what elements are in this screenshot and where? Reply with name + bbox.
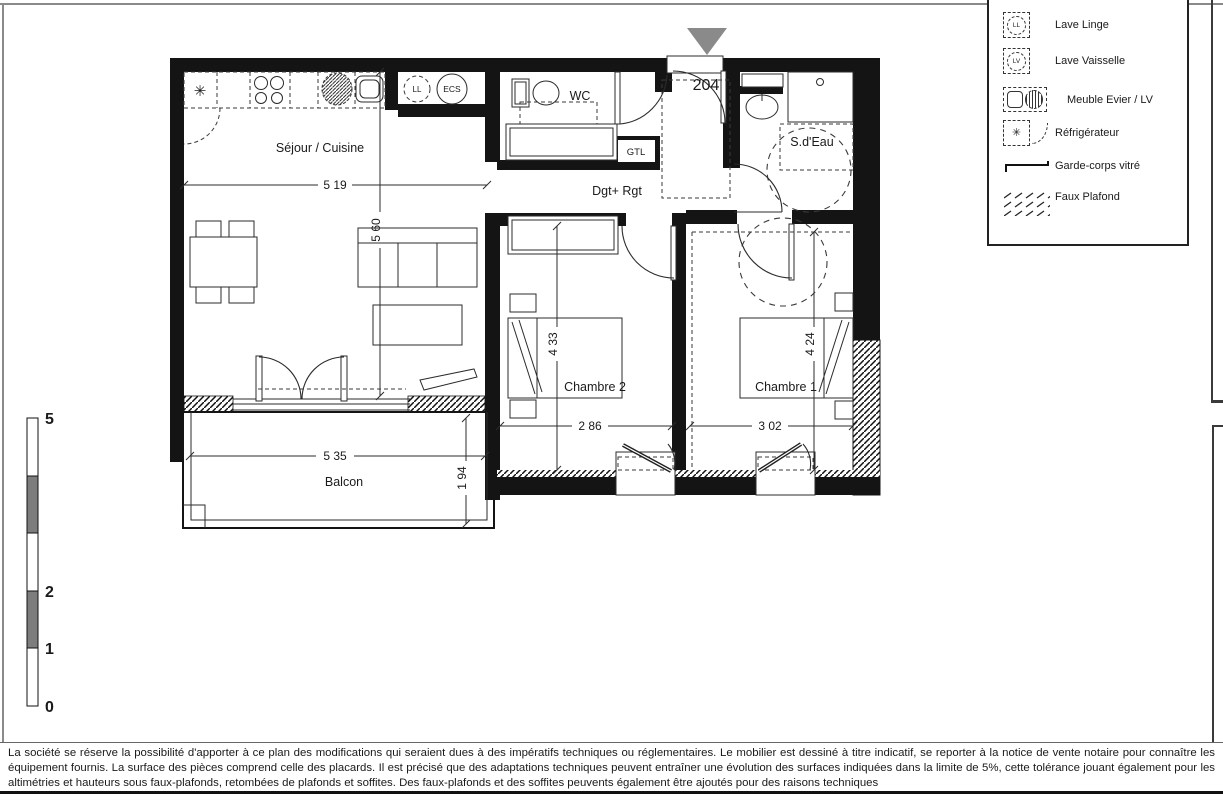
dining-table <box>190 237 257 287</box>
disclaimer-box <box>0 742 1223 794</box>
entry-door-leaf <box>721 71 726 123</box>
legend-label: Faux Plafond <box>1055 191 1120 203</box>
dim-sejour-width: 5 19 <box>323 178 347 192</box>
tv-shelf <box>420 369 477 390</box>
legend-item-lave-linge <box>1003 12 1109 38</box>
sink-unit-icon <box>1003 87 1047 112</box>
shower-tray <box>788 72 853 122</box>
false-ceiling-icon <box>1003 191 1053 217</box>
entry-threshold <box>667 56 723 73</box>
legend-item-faux-plafond <box>1003 191 1120 203</box>
living-room-furniture <box>190 221 477 390</box>
bedroom2-door-leaf <box>671 226 676 280</box>
scale-label-0: 0 <box>45 699 54 716</box>
chair <box>229 221 254 237</box>
balcony <box>183 412 494 528</box>
chair <box>229 287 254 303</box>
bottom-rule <box>0 791 1223 794</box>
nightstand <box>510 294 536 312</box>
bedroom1-window <box>756 444 815 495</box>
washing-machine-icon: LL <box>1003 12 1030 38</box>
legend-item-meuble-evier <box>1003 87 1153 112</box>
scale-label-5: 5 <box>45 411 54 428</box>
scale-label-1: 1 <box>45 641 54 658</box>
toilet-bowl <box>533 81 559 105</box>
chair <box>196 221 221 237</box>
chair <box>196 287 221 303</box>
balcony-label: Balcon <box>324 475 364 489</box>
balcony-french-door <box>233 356 410 410</box>
refrigerator-icon: ✳ <box>193 83 207 100</box>
dim-bedroom2-width: 2 86 <box>578 419 602 433</box>
wardrobe <box>508 216 618 254</box>
nightstand <box>510 400 536 418</box>
legend-panel <box>987 0 1189 246</box>
dim-balcony-width: 5 35 <box>323 449 347 463</box>
legend-label: Réfrigérateur <box>1055 127 1120 139</box>
bedroom2-door-arc <box>622 226 674 278</box>
bedroom1-label: Chambre 1 <box>755 380 817 394</box>
bedroom-2 <box>508 216 676 418</box>
nightstand <box>835 293 853 311</box>
legend-label: Lave Vaisselle <box>1055 55 1126 67</box>
unit-number: 204 <box>692 77 720 94</box>
entry-zone-dashed <box>662 80 730 198</box>
cooktop-icon <box>255 77 284 104</box>
refrigerator-icon: ✳ <box>1003 120 1030 146</box>
glass-railing <box>191 412 487 520</box>
glass-railing-icon <box>1003 160 1053 174</box>
living-room-label: Séjour / Cuisine <box>275 141 365 155</box>
disclaimer-text: La société se réserve la possibilité d'apporter à ce plan des modifications qui seraient dues à des impératifs techniques ou réglementaires. Le mobilier est dessiné à titre indicatif, se reporter à la notice de vente notaire pour connaître les équipement fournis. La surface des pièces comprend celle des placards. Il est précisé que des adaptations techniques peuvent entraîner une évolution des surfaces indiquées dans la limite de 5%, cette tolérance jouant également pour les altimétries et hauteurs sous faux-plafonds, retombées de plafonds et soffites. Des faux-plafonds et des soffites peuvents également être ajoutés pour des raisons techniques <box>8 747 1215 789</box>
wc-vanity <box>506 124 617 160</box>
nightstand <box>835 401 853 419</box>
bedroom2-label: Chambre 2 <box>564 380 626 394</box>
scale-bar <box>27 411 54 716</box>
legend-item-lave-vaisselle <box>1003 48 1125 74</box>
wc-room <box>506 72 667 162</box>
dim-bedroom1-width: 3 02 <box>758 419 782 433</box>
wc-label: WC <box>569 89 591 103</box>
dishwasher-icon: LV <box>1003 48 1030 74</box>
washing-machine-label: LL <box>412 85 422 94</box>
dim-balcony-depth: 1 94 <box>455 466 469 490</box>
refrigerator-door-arc-icon <box>1032 123 1048 144</box>
sink-bowl-icon <box>322 73 352 105</box>
bathroom-shelf <box>742 74 783 87</box>
legend-item-garde-corps <box>1003 160 1140 172</box>
refrigerator-door-arc <box>184 108 220 144</box>
bedroom2-window <box>616 444 675 495</box>
dim-sejour-height: 5 60 <box>369 218 383 242</box>
legend-item-refrigerateur <box>1003 120 1119 146</box>
scale-label-2: 2 <box>45 584 54 601</box>
gtl-label: GTL <box>626 147 646 158</box>
dim-bedroom1-height: 4 24 <box>803 332 817 356</box>
dim-bedroom2-height: 4 33 <box>546 332 560 356</box>
legend-label: Lave Linge <box>1055 19 1109 31</box>
shower-room-label: S.d'Eau <box>790 135 834 149</box>
legend-label: Meuble Evier / LV <box>1067 93 1154 106</box>
coffee-table <box>373 305 462 345</box>
wc-door-leaf <box>615 72 620 124</box>
shower-room-door-arc <box>734 164 782 212</box>
hall-label: Dgt+ Rgt <box>592 184 642 198</box>
legend-label: Garde-corps vitré <box>1055 160 1140 172</box>
water-heater-label: ECS <box>443 84 461 94</box>
entrance-marker-triangle <box>687 28 727 55</box>
